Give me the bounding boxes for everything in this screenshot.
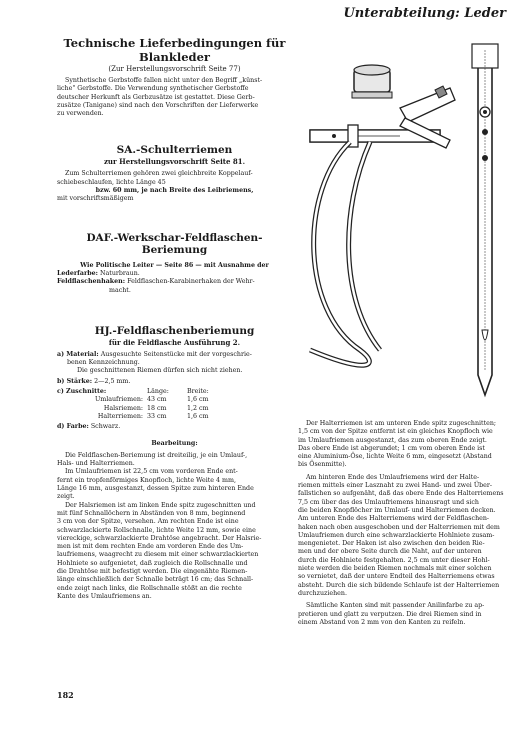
text-line: Das obere Ende ist abgerundet; 1 cm vom oberen Ende ist xyxy=(298,444,485,452)
cut-name: Umlaufriemen: xyxy=(94,396,143,404)
text-line: 1,5 cm von der Spitze entfernt ist ein gleiches Knopfloch wie xyxy=(298,428,493,436)
text-line: Hals- und Halterriemen. xyxy=(57,460,135,468)
text-line: mengenietet. Der Haken ist also zwischen den beiden Rie- xyxy=(298,540,485,548)
text-line: im Umlaufriemen ausgestanzt, das zum oberen Ende zeigt. xyxy=(298,436,487,444)
text-line: zusätze (Tanigane) sind nach den Vorschriften der Lieferwerke xyxy=(57,101,259,109)
text-line: fernt ein tropfenförmiges Knopfloch, lichte Weite 4 mm, xyxy=(57,476,236,484)
vertical-strap-drawing xyxy=(472,44,498,395)
text-line: Der Halterriemen ist am unteren Ende spitz zugeschnitten; xyxy=(306,420,496,427)
text-line: bzw. 60 mm, je nach Breite des Leibriemens, xyxy=(95,187,254,195)
text-line: Die geschnittenen Riemen dürfen sich nicht ziehen. xyxy=(77,367,243,375)
bottle-cap-drawing xyxy=(352,65,392,98)
text-line: schiebeschlaufen, lichte Länge 45 xyxy=(57,178,166,186)
paragraph-blankleder xyxy=(57,77,292,118)
text-line: länge einschließlich der Schnalle beträgt 16 cm; das Schnall- xyxy=(57,576,254,584)
paragraph-daf xyxy=(57,262,292,295)
right-column xyxy=(298,420,516,627)
section-subtitle-hj: für die Feldflasche Ausführung 2. xyxy=(108,337,241,347)
paragraph-bearbeitung xyxy=(57,452,292,601)
cut-width: 1,2 cm xyxy=(187,404,209,412)
text-line: Sämtliche Kanten sind mit passender Anilinfarbe zu ap- xyxy=(306,602,485,610)
text-line: niete werden die beiden Riemen nochmals mit einer solchen xyxy=(298,565,492,573)
cut-name: Halsriemen: xyxy=(103,404,143,412)
left-column xyxy=(57,36,292,601)
text-line: schwarzlackierte Rollschnalle, lichte Weite 12 mm, sowie eine xyxy=(57,526,256,534)
neck-strap-loop-drawing xyxy=(310,142,380,365)
cut-length: 18 cm xyxy=(147,404,167,412)
text-line: pretieren und glatt zu verputzen. Die drei Riemen sind in xyxy=(298,610,482,618)
label-feldflaschenhaken: Feldflaschenhaken: xyxy=(57,278,126,286)
feldflaschen-beriemung-illustration xyxy=(300,30,525,415)
text-line: riemen mittels einer Lasznaht zu zwei Hand- und zwei Über- xyxy=(298,482,493,490)
text-line: Umlaufriemen durch eine schwarzlackierte Hohlniete zusam- xyxy=(298,531,495,539)
bearbeitung-title: Bearbeitung: xyxy=(151,439,198,447)
cut-width: 1,6 cm xyxy=(187,412,209,420)
cut-width: 1,6 cm xyxy=(187,396,209,404)
text-line: Am unteren Ende des Halterriemens wird der Feldflaschen- xyxy=(298,515,490,523)
section-title-blankleder: Technische Lieferbedingungen für Blankleder xyxy=(63,36,286,64)
text-line: zu verwenden. xyxy=(57,110,104,118)
text-line: benen Kennzeichnung. xyxy=(67,359,140,367)
label-farbe: d) Farbe: xyxy=(57,423,89,431)
text-line: viereckige, schwarzlackierte Drahtöse angebracht. Der Halsrie- xyxy=(57,534,262,542)
text-line: durch die Hohlniete festgehalten. 2,5 cm unter dieser Hohl- xyxy=(298,556,490,564)
value-staerke: 2—2,5 mm. xyxy=(94,377,131,385)
value-lederfarbe: Naturbraun. xyxy=(100,269,140,277)
label-material: a) Material: xyxy=(57,350,99,358)
text-line: Kante des Umlaufriemens an. xyxy=(57,592,152,600)
paragraph-schulterriemen xyxy=(57,170,292,203)
text-line: ende zeigt nach links, die Rollschnalle stößt an die rechte xyxy=(57,584,242,592)
text-line: mit fünf Schnallöchern in Abständen von 8 mm, beginnend xyxy=(57,509,246,517)
text-line: Wie Politische Leiter — Seite 86 — mit Ausnahme der xyxy=(80,261,269,269)
text-line: 7,5 cm über das des Umlaufriemens hinausragt und sich xyxy=(298,498,479,506)
text-line: Hohlniete so aufgenietet, daß zugleich die Rollschnalle und xyxy=(57,559,248,567)
text-line: einem Abstand von 2 mm von den Kanten zu reifeln. xyxy=(298,618,466,626)
text-line: die Drahtöse mit befestigt werden. Die eingenähte Riemen- xyxy=(57,567,248,575)
section-title-hj: HJ.-Feldflaschenberiemung xyxy=(94,324,255,337)
text-line: Synthetische Gerbstoffe fallen nicht unter den Begriff „künst- xyxy=(65,77,263,84)
text-line: Die Feldflaschen-Beriemung ist dreiteilig, je ein Umlauf-, xyxy=(65,451,248,459)
text-line: Im Umlaufriemen ist 22,5 cm vom vorderen Ende ent- xyxy=(65,468,238,476)
text-line: so vernietet, daß der untere Endteil des Halterriemens etwas xyxy=(298,573,495,581)
text-line: men und der obere Seite durch die Naht, auf der unteren xyxy=(298,548,482,556)
text-line: eine Aluminium-Öse, lichte Weite 6 mm, eingesetzt (Abstand xyxy=(298,453,492,461)
text-line: Der Halsriemen ist am linken Ende spitz zugeschnitten und xyxy=(65,501,256,509)
col-laenge: Länge: xyxy=(147,388,169,396)
text-line: men ist mit dem rechten Ende am vorderen Ende des Um- xyxy=(57,543,244,551)
section-subtitle-blankleder: (Zur Herstellungsvorschrift Seite 77) xyxy=(108,65,241,73)
text-line: Zum Schulterriemen gehören zwei gleichbreite Koppelauf- xyxy=(65,170,253,178)
page-header: Unterabteilung: Leder xyxy=(343,6,506,21)
text-line: Länge 16 mm, ausgestanzt, dessen Spitze zum hinteren Ende xyxy=(57,485,254,493)
text-line: deutscher Herkunft als Gerbzusätze ist gestattet. Diese Gerb- xyxy=(57,93,255,101)
text-line: laufriemens, waagrecht zu diesem mit einer schwarzlackierten xyxy=(57,551,259,559)
section-title-daf: DAF.-Werkschar-Feldflaschen-Beriemung xyxy=(86,231,263,256)
text-line: macht. xyxy=(109,286,131,294)
value-feldflaschenhaken: Feldflaschen-Karabinerhaken der Wehr- xyxy=(127,278,255,286)
text-line: bis Ösenmitte). xyxy=(298,461,347,469)
spec-list xyxy=(57,351,292,432)
text-line: fallstichen so aufgenäht, daß das obere Ende des Halterriemens xyxy=(298,490,504,498)
cut-length: 43 cm xyxy=(147,396,167,404)
page-number: 182 xyxy=(57,690,74,700)
label-staerke: b) Stärke: xyxy=(57,377,93,385)
text-line: liche" Gerbstoffe. Die Verwendung synthetischer Gerbstoffe xyxy=(57,85,249,93)
text-line: absteht. Durch die sich bildende Schlaufe ist der Halterriemen xyxy=(298,581,500,589)
text-line: haken nach oben ausgeschoben und der Halterriemen mit dem xyxy=(298,523,500,531)
label-zuschnitte: c) Zuschnitte: xyxy=(57,388,107,396)
text-line: die beiden Knopflöcher im Umlauf- und Halterriemen decken. xyxy=(298,506,496,514)
section-subtitle-schulterriemen: zur Herstellungsvorschrift Seite 81. xyxy=(103,157,246,167)
text-line: mit vorschriftsmäßigem xyxy=(57,195,134,203)
text-line: 3 cm von der Spitze, versehen. Am rechten Ende ist eine xyxy=(57,518,239,526)
value-farbe: Schwarz. xyxy=(90,423,121,431)
value-material: Ausgesuchte Seitenstücke mit der vorgeschrie- xyxy=(100,350,252,358)
col-breite: Breite: xyxy=(187,388,209,396)
cut-length: 33 cm xyxy=(147,412,167,420)
text-line: zeigt. xyxy=(57,493,75,501)
text-line: Am hinteren Ende des Umlaufriemens wird der Halte- xyxy=(306,473,480,481)
label-lederfarbe: Lederfarbe: xyxy=(57,269,99,277)
text-line: durchzuziehen. xyxy=(298,589,347,597)
section-title-schulterriemen: SA.-Schulterriemen xyxy=(116,144,233,157)
cut-name: Halterriemen: xyxy=(97,412,143,420)
